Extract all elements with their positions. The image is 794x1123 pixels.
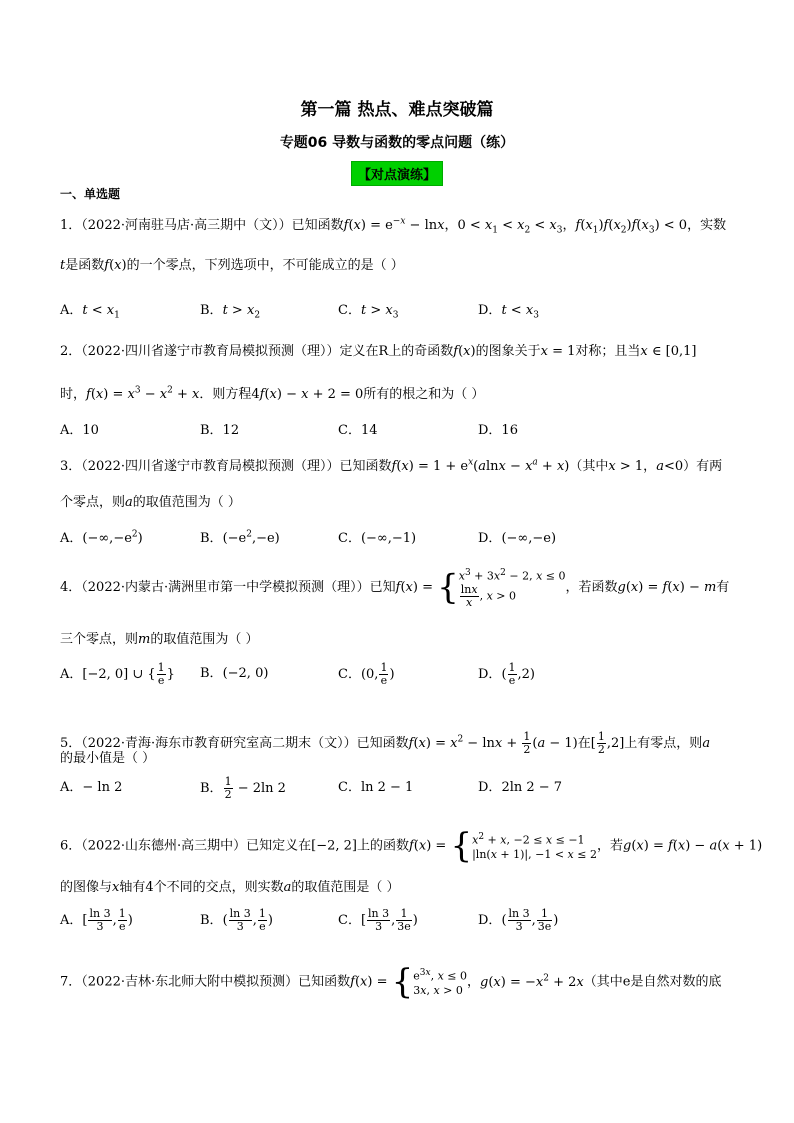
q1-product: $f(x_1)f(x_2)f(x_3) < 0$ xyxy=(575,218,688,236)
q2-interval: x ∈ [0,1] xyxy=(640,344,697,359)
q3-stem-3: ， xyxy=(643,459,657,474)
q2-stem-3: 对称；且当 xyxy=(575,344,641,359)
q3-stem-1: 3．（2022·四川省遂宁市教育局模拟预测（理））已知函数 xyxy=(60,459,392,474)
q5-option-d[interactable]: D．2ln 2 − 7 xyxy=(478,780,563,795)
page-subtitle: 专题06 导数与函数的零点问题（练） xyxy=(279,135,515,151)
q3-option-c[interactable]: C．(−∞,−1) xyxy=(338,531,417,546)
q4-stem-4: 三个零点，则 xyxy=(60,632,139,647)
question-4-line-1 xyxy=(60,566,729,609)
q2-option-a[interactable]: A．10 xyxy=(60,423,99,438)
question-7-line-1 xyxy=(60,962,721,1002)
q3-stem-5: 个零点，则 xyxy=(60,495,126,510)
question-4-options xyxy=(60,661,760,687)
q3-formula: $f(x) = 1 + e^x(alnx - x^a + x)$ xyxy=(391,457,570,474)
q7-gx: $g(x) = -x^2 + 2x$ xyxy=(480,973,584,990)
q4-gx: g(x) = f(x) − m xyxy=(617,579,717,595)
q6-stem-4: 的图像与 xyxy=(60,880,113,895)
q6-gx: g(x) = f(x) − a(x + 1) xyxy=(623,838,763,854)
q2-option-b[interactable]: B．12 xyxy=(200,423,240,438)
q5-stem-2: 在 xyxy=(577,736,591,751)
q1-sep-1: ， xyxy=(444,218,458,233)
page-title: 第一篇 热点、难点突破篇 xyxy=(300,100,494,120)
question-5-line-2 xyxy=(60,747,155,766)
q4-stem-3: 有 xyxy=(716,579,730,595)
question-5-options xyxy=(60,775,760,801)
practice-badge: 【对点演练】 xyxy=(351,161,443,186)
q7-stem-3: （其中e是自然对数的底 xyxy=(583,974,722,990)
q5-stem-4: 的最小值是（ ） xyxy=(60,751,156,766)
q6-stem-5: 轴有4个不同的交点，则实数 xyxy=(119,880,284,895)
q4-var-m: m xyxy=(138,632,151,647)
q2-def: $f(x) = x^3 - x^2 + x$ xyxy=(86,385,200,402)
q6-piecewise: f(x) = { $x^2 + x$, −2 ≤ x ≤ −1 |ln(x + 1)|, −1 < x ≤ 2 xyxy=(408,826,597,866)
q6-option-a[interactable]: A．[ $\frac{\ln 3}{3}$ , $\frac{1}{e}$ ) xyxy=(60,907,133,933)
q1-condition: $0 < x_1 < x_2 < x_3$ xyxy=(457,218,563,236)
q2-equation: 4f(x) − x + 2 = 0 xyxy=(251,387,364,402)
q1-sep-2: ， xyxy=(562,218,576,233)
question-2-options xyxy=(60,419,760,439)
question-1-options xyxy=(60,299,760,319)
q2-stem-6: 所有的根之和为（ ） xyxy=(363,387,485,402)
question-1-line-2 xyxy=(60,254,404,273)
q5-interval: [ $\frac{1}{2}$ ,2] xyxy=(590,730,625,756)
q3-stem-6: 的取值范围为（ ） xyxy=(132,495,241,510)
q7-piecewise: f(x) = { $e^{3x}$, x ≤ 0 3x, x > 0 xyxy=(350,962,467,1002)
q5-stem-3: 上有零点，则 xyxy=(624,736,703,751)
q3-cond-a: a<0 xyxy=(656,459,684,474)
q5-option-c[interactable]: C．ln 2 − 1 xyxy=(338,780,414,795)
q1-fx: f(x) xyxy=(104,258,127,273)
question-5-line-1: 5．（2022·青海·海东市教育研究室高二期末（文））已知函数$f(x) = x^2 - \ln x$ + $\frac{1}{2}$ (a − 1)在[ $\frac{1}{2}$ ,2]上有零点，则a xyxy=(60,730,711,756)
q2-option-c[interactable]: C．14 xyxy=(338,423,378,438)
question-2-line-2 xyxy=(60,383,484,402)
question-3-line-1 xyxy=(60,455,722,474)
q3-cond-x: x > 1 xyxy=(608,459,644,474)
q6-stem-6: 的取值范围是（ ） xyxy=(291,880,400,895)
q1-formula-fx: $(x) = e^{-x} - \ln x$ xyxy=(348,216,445,233)
question-2-line-1: 2．（2022·四川省遂宁市教育局模拟预测（理））定义在R上的奇函数f(x)的图象关于x = 1对称；且当x ∈ [0,1] xyxy=(60,344,697,359)
q2-option-d[interactable]: D．16 xyxy=(478,423,518,438)
q3-option-d[interactable]: D．(−∞,−e) xyxy=(478,531,557,546)
q4-stem-1: 4．（2022·内蒙古·满洲里市第一中学模拟预测（理））已知 xyxy=(60,579,396,595)
q1-option-d[interactable]: D．$t < x_3$ xyxy=(478,303,539,321)
q5-option-a[interactable]: A．− ln 2 xyxy=(60,780,123,795)
q5-stem-1: 5．（2022·青海·海东市教育研究室高二期末（文））已知函数 xyxy=(60,736,409,751)
q1-formula-f: f xyxy=(343,218,349,233)
q6-stem-1: 6．（2022·山东德州·高三期中）已知定义在 xyxy=(60,838,312,854)
section-heading: 一、单选题 xyxy=(60,187,121,201)
q1-stem-prefix: 1．（2022·河南驻马店·高三期中（文））已知函数 xyxy=(60,218,344,233)
question-3-options xyxy=(60,527,760,547)
q3-stem-2: （其中 xyxy=(569,459,609,474)
question-3-line-2 xyxy=(60,491,241,510)
q4-option-a[interactable]: A．[−2, 0] ∪ { $\frac{1}{e}$ } xyxy=(60,661,175,687)
q6-option-d[interactable]: D．( $\frac{\ln 3}{3}$ , $\frac{1}{3e}$ ) xyxy=(478,907,559,933)
q3-var-a: a xyxy=(125,495,133,510)
question-6-line-2: 的图像与x轴有4个不同的交点，则实数a的取值范围是（ ） xyxy=(60,880,400,895)
q4-piecewise: f(x) = { $x^3 + 3x^2 - 2$, x ≤ 0 $\frac{\ln x}{x}$ , x > 0 xyxy=(395,567,566,609)
q6-stem-2: 上的函数 xyxy=(356,838,409,854)
q3-option-b[interactable]: B．$(-e^2,-e)$ xyxy=(200,529,280,546)
question-6-options xyxy=(60,907,760,933)
q4-option-d[interactable]: D．( $\frac{1}{e}$ ,2) xyxy=(478,661,535,687)
q5-formula: $f(x) = x^2 - \ln x$ + $\frac{1}{2}$ (a − 1) xyxy=(408,730,578,756)
q2-stem-1: 2．（2022·四川省遂宁市教育局模拟预测（理））定义在R上的奇函数 xyxy=(60,344,454,359)
question-1-line-1 xyxy=(60,214,726,236)
q4-stem-2: ，若函数 xyxy=(565,579,618,595)
q1-stem-3: 的一个零点，下列选项中，不可能成立的是（ ） xyxy=(126,258,404,273)
q4-option-c[interactable]: C．(0, $\frac{1}{e}$ ) xyxy=(338,661,395,687)
q1-var-t: t xyxy=(60,258,66,273)
q2-axis: x = 1 xyxy=(540,344,576,359)
q3-option-a[interactable]: A．$(-\infty,-e^2)$ xyxy=(60,529,143,546)
q2-stem-5: ．则方程 xyxy=(199,387,252,402)
q7-stem-2: ， xyxy=(467,974,481,990)
q6-stem-3: ，若 xyxy=(596,838,623,854)
q6-option-c[interactable]: C．[ $\frac{\ln 3}{3}$ , $\frac{1}{3e}$ ) xyxy=(338,907,418,933)
q2-stem-2: 的图象关于 xyxy=(475,344,541,359)
q2-stem-4: 时， xyxy=(60,387,87,402)
q1-stem-2: 是函数 xyxy=(65,258,105,273)
q3-stem-4: ）有两 xyxy=(683,459,723,474)
q6-option-b[interactable]: B．( $\frac{\ln 3}{3}$ , $\frac{1}{e}$ ) xyxy=(200,907,273,933)
q4-stem-5: 的取值范围为（ ） xyxy=(150,632,259,647)
q2-fx: f xyxy=(453,344,459,359)
question-4-line-2 xyxy=(60,628,258,647)
q1-option-a[interactable]: A．$t < x_1$ xyxy=(60,303,120,321)
q7-stem-1: 7．（2022·吉林·东北师大附中模拟预测）已知函数 xyxy=(60,974,351,990)
q6-domain: [−2, 2] xyxy=(311,838,357,854)
q1-option-b[interactable]: B．$t > x_2$ xyxy=(200,303,261,321)
q1-stem-suffix: ，实数 xyxy=(687,218,727,233)
q4-option-b[interactable]: B．(−2, 0) xyxy=(200,666,269,681)
q5-option-b[interactable]: B． $\frac{1}{2}$ − 2ln 2 xyxy=(200,775,286,801)
question-6-line-1 xyxy=(60,826,762,866)
q1-option-c[interactable]: C．$t > x_3$ xyxy=(338,303,399,321)
